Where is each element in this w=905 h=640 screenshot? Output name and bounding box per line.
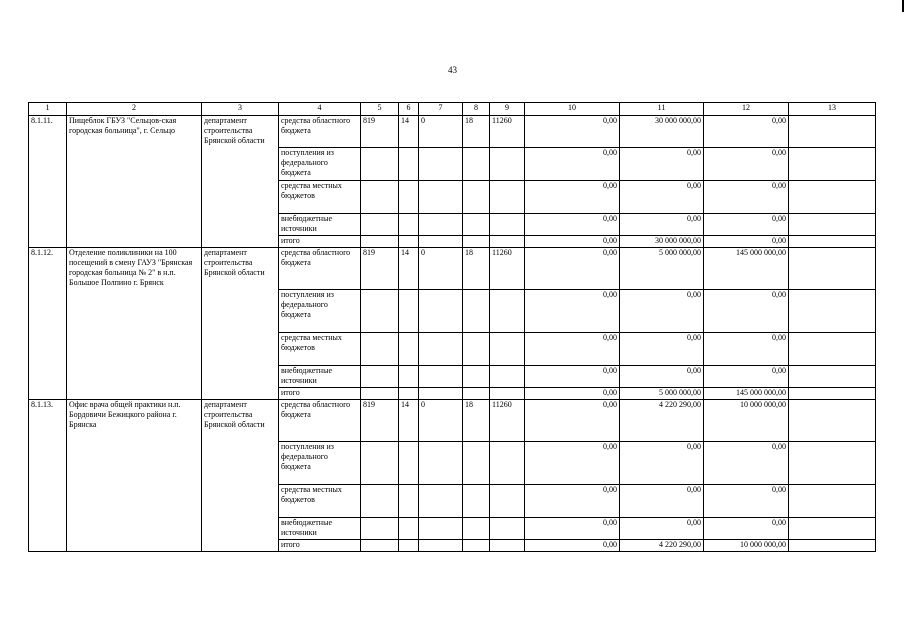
amount-cell: 5 000 000,00	[620, 248, 704, 290]
empty-cell	[361, 442, 399, 485]
funding-source-cell: внебюджетные источники	[279, 518, 361, 540]
amount-cell: 0,00	[620, 442, 704, 485]
empty-cell	[463, 290, 490, 333]
empty-cell	[463, 148, 490, 181]
empty-cell	[361, 290, 399, 333]
empty-cell	[361, 366, 399, 388]
amount-cell: 0,00	[525, 214, 620, 236]
amount-cell: 0,00	[704, 181, 789, 214]
empty-cell	[399, 540, 419, 552]
item-name-cell: Отделение поликлиники на 100 посещений в смену ГАУЗ "Брянская городская больница № 2" в н.п. Большое Полпино г. Брянск	[67, 248, 202, 400]
empty-cell	[463, 518, 490, 540]
amount-cell: 10 000 000,00	[704, 400, 789, 442]
empty-cell	[419, 148, 463, 181]
amount-cell: 0,00	[525, 388, 620, 400]
budget-table	[28, 102, 876, 552]
empty-cell	[399, 518, 419, 540]
empty-cell	[419, 485, 463, 518]
header-cell: 1	[29, 103, 67, 116]
amount-cell: 0,00	[704, 485, 789, 518]
code-cell: 18	[463, 248, 490, 290]
empty-cell	[361, 485, 399, 518]
empty-cell	[361, 388, 399, 400]
amount-cell: 0,00	[620, 181, 704, 214]
amount-cell: 4 220 290,00	[620, 540, 704, 552]
code-cell: 18	[463, 400, 490, 442]
amount-cell: 4 220 290,00	[620, 400, 704, 442]
header-cell: 3	[202, 103, 279, 116]
empty-cell	[789, 540, 876, 552]
funding-source-cell: средства областного бюджета	[279, 400, 361, 442]
empty-cell	[419, 290, 463, 333]
header-cell: 12	[704, 103, 789, 116]
empty-cell	[399, 485, 419, 518]
empty-cell	[463, 181, 490, 214]
funding-source-cell: итого	[279, 236, 361, 248]
amount-cell: 10 000 000,00	[704, 540, 789, 552]
amount-cell: 30 000 000,00	[620, 116, 704, 148]
amount-cell: 145 000 000,00	[704, 388, 789, 400]
empty-cell	[399, 366, 419, 388]
funding-source-cell: средства областного бюджета	[279, 248, 361, 290]
amount-cell: 0,00	[525, 248, 620, 290]
empty-cell	[789, 400, 876, 442]
empty-cell	[419, 442, 463, 485]
code-cell: 14	[399, 116, 419, 148]
amount-cell: 0,00	[525, 442, 620, 485]
code-cell: 18	[463, 116, 490, 148]
empty-cell	[490, 442, 525, 485]
item-name-cell: Офис врача общей практики н.п. Бордовичи Бежицкого района г. Брянска	[67, 400, 202, 552]
empty-cell	[463, 540, 490, 552]
funding-source-cell: средства местных бюджетов	[279, 485, 361, 518]
code-cell: 0	[419, 400, 463, 442]
amount-cell: 0,00	[525, 333, 620, 366]
empty-cell	[419, 236, 463, 248]
code-cell: 11260	[490, 248, 525, 290]
empty-cell	[490, 290, 525, 333]
amount-cell: 0,00	[525, 366, 620, 388]
amount-cell: 0,00	[620, 366, 704, 388]
amount-cell: 0,00	[704, 148, 789, 181]
empty-cell	[789, 333, 876, 366]
item-name-cell: Пищеблок ГБУЗ "Сельцов-ская городская больница", г. Сельцо	[67, 116, 202, 248]
code-cell: 0	[419, 248, 463, 290]
empty-cell	[399, 290, 419, 333]
amount-cell: 0,00	[620, 148, 704, 181]
amount-cell: 0,00	[704, 116, 789, 148]
department-cell: департамент строительства Брянской области	[202, 116, 279, 248]
empty-cell	[490, 333, 525, 366]
funding-source-cell: поступления из федерального бюджета	[279, 148, 361, 181]
funding-source-cell: средства местных бюджетов	[279, 333, 361, 366]
header-cell: 13	[789, 103, 876, 116]
funding-source-cell: итого	[279, 540, 361, 552]
empty-cell	[361, 540, 399, 552]
amount-cell: 0,00	[525, 148, 620, 181]
empty-cell	[490, 518, 525, 540]
amount-cell: 0,00	[525, 400, 620, 442]
amount-cell: 0,00	[704, 236, 789, 248]
page-number: 43	[448, 65, 457, 75]
empty-cell	[399, 148, 419, 181]
empty-cell	[789, 388, 876, 400]
empty-cell	[463, 485, 490, 518]
empty-cell	[399, 236, 419, 248]
empty-cell	[490, 236, 525, 248]
empty-cell	[361, 333, 399, 366]
empty-cell	[399, 388, 419, 400]
amount-cell: 0,00	[704, 366, 789, 388]
empty-cell	[789, 248, 876, 290]
item-number-cell: 8.1.11.	[29, 116, 67, 248]
amount-cell: 0,00	[704, 442, 789, 485]
header-cell: 8	[463, 103, 490, 116]
item-number-cell: 8.1.12.	[29, 248, 67, 400]
amount-cell: 0,00	[525, 236, 620, 248]
empty-cell	[789, 214, 876, 236]
empty-cell	[419, 214, 463, 236]
empty-cell	[789, 366, 876, 388]
funding-source-cell: итого	[279, 388, 361, 400]
header-cell: 2	[67, 103, 202, 116]
empty-cell	[789, 181, 876, 214]
header-cell: 4	[279, 103, 361, 116]
item-number-cell: 8.1.13.	[29, 400, 67, 552]
empty-cell	[419, 388, 463, 400]
empty-cell	[789, 236, 876, 248]
empty-cell	[789, 290, 876, 333]
header-cell: 9	[490, 103, 525, 116]
code-cell: 819	[361, 116, 399, 148]
empty-cell	[490, 148, 525, 181]
amount-cell: 0,00	[620, 214, 704, 236]
code-cell: 11260	[490, 116, 525, 148]
empty-cell	[399, 181, 419, 214]
amount-cell: 5 000 000,00	[620, 388, 704, 400]
amount-cell: 0,00	[704, 333, 789, 366]
header-cell: 7	[419, 103, 463, 116]
empty-cell	[361, 148, 399, 181]
funding-source-cell: внебюджетные источники	[279, 214, 361, 236]
amount-cell: 0,00	[525, 518, 620, 540]
empty-cell	[361, 236, 399, 248]
amount-cell: 0,00	[620, 290, 704, 333]
code-cell: 11260	[490, 400, 525, 442]
amount-cell: 0,00	[704, 214, 789, 236]
amount-cell: 0,00	[525, 116, 620, 148]
empty-cell	[361, 181, 399, 214]
empty-cell	[490, 214, 525, 236]
empty-cell	[463, 333, 490, 366]
funding-source-cell: средства областного бюджета	[279, 116, 361, 148]
empty-cell	[419, 540, 463, 552]
empty-cell	[789, 116, 876, 148]
empty-cell	[463, 388, 490, 400]
header-cell: 5	[361, 103, 399, 116]
code-cell: 819	[361, 400, 399, 442]
empty-cell	[419, 366, 463, 388]
funding-source-cell: внебюджетные источники	[279, 366, 361, 388]
empty-cell	[490, 181, 525, 214]
page-edge-mark	[902, 0, 904, 12]
code-cell: 14	[399, 400, 419, 442]
funding-source-cell: поступления из федерального бюджета	[279, 442, 361, 485]
empty-cell	[789, 518, 876, 540]
code-cell: 14	[399, 248, 419, 290]
empty-cell	[399, 442, 419, 485]
empty-cell	[399, 333, 419, 366]
code-cell: 819	[361, 248, 399, 290]
department-cell: департамент строительства Брянской области	[202, 248, 279, 400]
empty-cell	[789, 148, 876, 181]
funding-source-cell: поступления из федерального бюджета	[279, 290, 361, 333]
empty-cell	[789, 485, 876, 518]
empty-cell	[419, 181, 463, 214]
empty-cell	[463, 214, 490, 236]
empty-cell	[463, 366, 490, 388]
table-row	[29, 248, 876, 290]
empty-cell	[490, 388, 525, 400]
empty-cell	[490, 485, 525, 518]
amount-cell: 0,00	[620, 485, 704, 518]
empty-cell	[361, 214, 399, 236]
empty-cell	[463, 442, 490, 485]
amount-cell: 145 000 000,00	[704, 248, 789, 290]
header-cell: 11	[620, 103, 704, 116]
empty-cell	[490, 540, 525, 552]
empty-cell	[419, 333, 463, 366]
amount-cell: 0,00	[620, 518, 704, 540]
empty-cell	[789, 442, 876, 485]
empty-cell	[399, 214, 419, 236]
header-cell: 6	[399, 103, 419, 116]
code-cell: 0	[419, 116, 463, 148]
amount-cell: 0,00	[704, 518, 789, 540]
table-row	[29, 116, 876, 148]
empty-cell	[463, 236, 490, 248]
amount-cell: 0,00	[525, 290, 620, 333]
amount-cell: 0,00	[525, 485, 620, 518]
amount-cell: 0,00	[704, 290, 789, 333]
empty-cell	[419, 518, 463, 540]
amount-cell: 0,00	[525, 540, 620, 552]
amount-cell: 0,00	[525, 181, 620, 214]
table-header-row	[29, 103, 876, 116]
header-cell: 10	[525, 103, 620, 116]
empty-cell	[361, 518, 399, 540]
department-cell: департамент строительства Брянской области	[202, 400, 279, 552]
amount-cell: 0,00	[620, 333, 704, 366]
empty-cell	[490, 366, 525, 388]
table-row	[29, 400, 876, 442]
funding-source-cell: средства местных бюджетов	[279, 181, 361, 214]
amount-cell: 30 000 000,00	[620, 236, 704, 248]
